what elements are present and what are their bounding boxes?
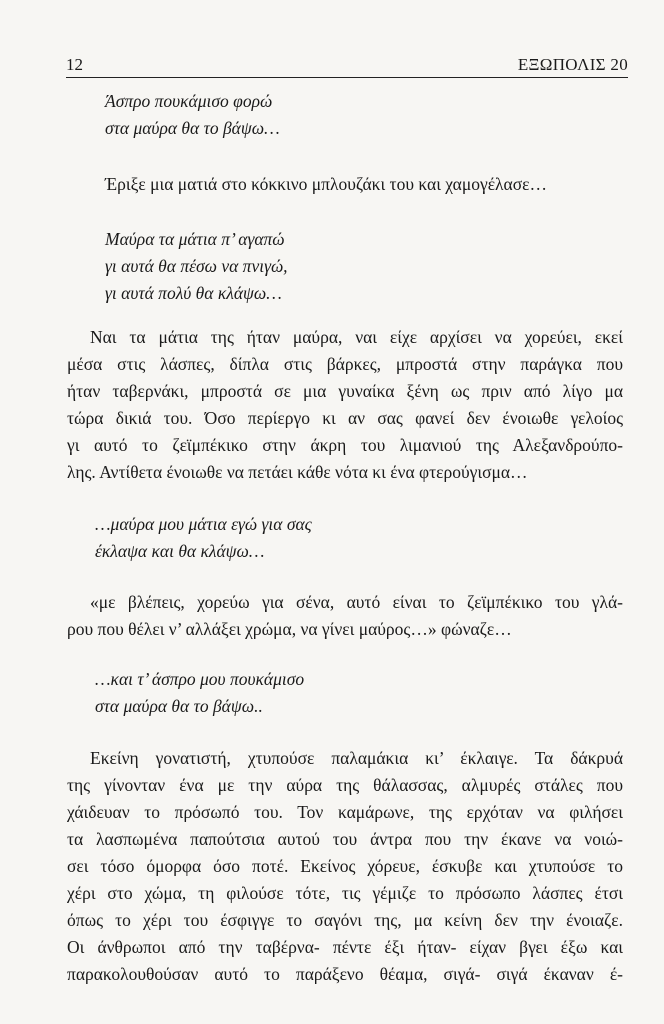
verse-stanza bbox=[105, 226, 288, 307]
verse-line: έκλαψα και θα κλάψω… bbox=[95, 541, 265, 561]
page-number: 12 bbox=[66, 55, 83, 74]
paragraph-line: ήταν ταβερνάκι, μπροστά σε μια γυναίκα ξένη ως πριν από λίγο μα bbox=[67, 381, 623, 401]
paragraph-line: όπως το χέρι του έσφιγγε το σαγόνι της, μα κείνη δεν την ένοιαζε. bbox=[67, 910, 623, 930]
verse-line: Μαύρα τα μάτια π’ αγαπώ bbox=[105, 229, 285, 249]
verse-stanza bbox=[95, 511, 312, 565]
paragraph-line: «με βλέπεις, χορεύω για σένα, αυτό είναι το ζεϊμπέκικο του γλά- bbox=[90, 592, 623, 612]
paragraph-line: παρακολουθούσαν αυτό το παράξενο θέαμα, σιγά- σιγά έκαναν έ- bbox=[67, 964, 623, 984]
paragraph-line: Οι άνθρωποι από την ταβέρνα- πέντε έξι ήταν- είχαν βγει έξω και bbox=[67, 937, 623, 957]
paragraph-line: χέρι στο χώμα, τη φιλούσε τότε, τις γέμιζε το πρόσωπο λάσπες έτσι bbox=[67, 883, 623, 903]
paragraph-line: σει τόσο όμορφα όσο ποτέ. Εκείνος χόρευε, έσκυβε και χτυπούσε το bbox=[67, 856, 623, 876]
paragraph bbox=[67, 745, 623, 988]
verse-line: …μαύρα μου μάτια εγώ για σας bbox=[95, 514, 312, 534]
verse-line: στα μαύρα θα το βάψω… bbox=[105, 118, 280, 138]
verse-stanza bbox=[105, 88, 280, 142]
paragraph-line: ρου που θέλει ν’ αλλάξει χρώμα, να γίνει μαύρος…» φώναζε… bbox=[67, 619, 512, 639]
paragraph-line: τώρα δικιά του. Όσο περίεργο κι αν σας φανεί δεν ένοιωθε γελοίος bbox=[67, 408, 623, 428]
verse-line: Άσπρο πουκάμισο φορώ bbox=[105, 91, 273, 111]
verse-stanza bbox=[95, 666, 304, 720]
verse-line: γι αυτά θα πέσω να πνιγώ, bbox=[105, 256, 288, 276]
paragraph-line: μέσα στις λάσπες, δίπλα στις βάρκες, μπροστά στην παράγκα που bbox=[67, 354, 623, 374]
paragraph bbox=[67, 589, 623, 643]
paragraph-line: γι αυτό το ζεϊμπέκικο στην άκρη του λιμανιού της Αλεξανδρούπο- bbox=[67, 435, 623, 455]
verse-line: …και τ’ άσπρο μου πουκάμισο bbox=[95, 669, 305, 689]
paragraph-line: λης. Αντίθετα ένοιωθε να πετάει κάθε νότα κι ένα φτερούγισμα… bbox=[67, 462, 528, 482]
book-title: ΕΞΩΠΟΛΙΣ 20 bbox=[517, 55, 628, 74]
running-header bbox=[66, 55, 628, 78]
paragraph bbox=[67, 324, 623, 486]
verse-line: γι αυτά πολύ θα κλάψω… bbox=[105, 283, 282, 303]
paragraph-line: τα λασπωμένα παπούτσια αυτού του άντρα που την έκανε να νοιώ- bbox=[67, 829, 623, 849]
paragraph-line: Εκείνη γονατιστή, χτυπούσε παλαμάκια κι’ έκλαιγε. Τα δάκρυά bbox=[90, 748, 623, 768]
paragraph-line: χάιδευαν το πρόσωπό του. Τον καμάρωνε, της ερχόταν να φιλήσει bbox=[67, 802, 623, 822]
prose-line: Έριξε μια ματιά στο κόκκινο μπλουζάκι του και χαμογέλασε… bbox=[105, 174, 547, 194]
paragraph-line: της γίνονταν ένα με την αύρα της θάλασσας, αλμυρές στάλες που bbox=[67, 775, 623, 795]
verse-line: στα μαύρα θα το βάψω.. bbox=[95, 696, 263, 716]
paragraph-line: Ναι τα μάτια της ήταν μαύρα, ναι είχε αρχίσει να χορεύει, εκεί bbox=[90, 327, 623, 347]
